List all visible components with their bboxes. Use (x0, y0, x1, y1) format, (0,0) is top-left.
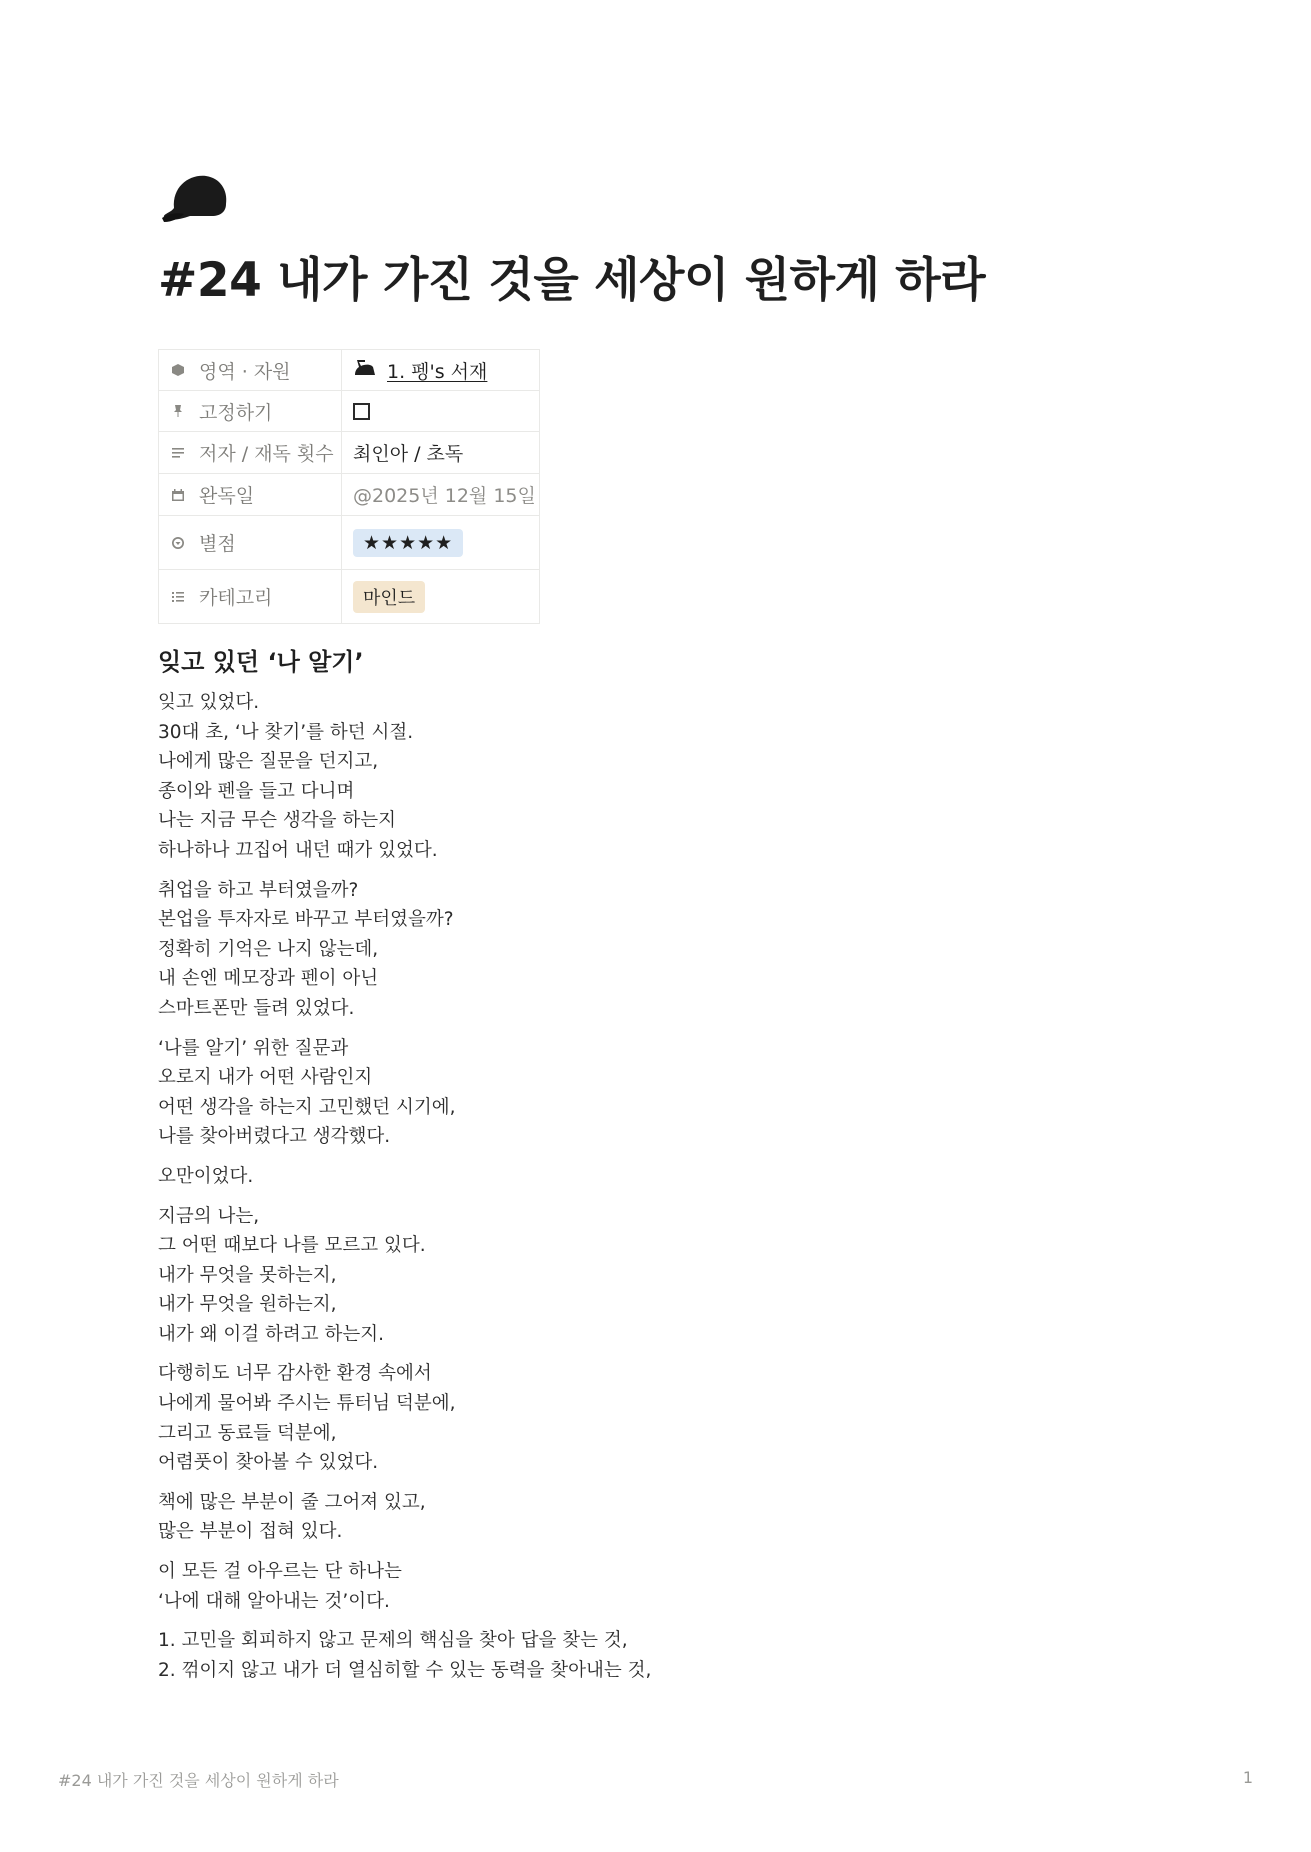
text-line: 잊고 있었다. (158, 692, 260, 713)
text-line: 내 손엔 메모장과 펜이 아닌 (158, 968, 379, 990)
text-line: 내가 왜 이걸 하려고 하는지. (158, 1323, 384, 1345)
text-line: 나를 찾아버렸다고 생각했다. (158, 1126, 391, 1148)
text-line: 그 어떤 때보다 나를 모르고 있다. (158, 1235, 426, 1257)
text-line: 어떤 생각을 하는지 고민했던 시기에, (158, 1096, 456, 1118)
text-line: 그리고 동료들 덕분에, (158, 1422, 337, 1444)
page-number: 1 (1242, 1768, 1253, 1787)
property-label: 카테고리 (199, 587, 273, 609)
calendar-icon (169, 486, 187, 504)
properties-table (158, 349, 540, 624)
paragraph (158, 1557, 858, 1616)
footer-title: #24 내가 가진 것을 세상이 원하게 하라 (58, 1771, 339, 1790)
text-line: 종이와 펜을 들고 다니며 (158, 780, 355, 802)
property-key (159, 570, 342, 623)
text-line: 내가 무엇을 못하는지, (158, 1264, 337, 1286)
text-line: 오만이었다. (158, 1165, 254, 1187)
text-line: 취업을 하고 부터였을까? (158, 879, 359, 901)
text-line: 나에게 물어봐 주시는 튜터님 덕분에, (158, 1393, 456, 1415)
property-row-area (159, 350, 539, 391)
text-line: ‘나에 대해 알아내는 것’이다. (158, 1590, 390, 1612)
property-row-date (159, 474, 539, 516)
paragraph (158, 1202, 858, 1350)
baseball-cap-icon (160, 168, 230, 230)
text-line: 어렴풋이 찾아볼 수 있었다. (158, 1452, 379, 1474)
text-line: 2. 꺾이지 않고 내가 더 열심히할 수 있는 동력을 찾아내는 것, (158, 1659, 652, 1681)
text-line: 1. 고민을 회피하지 않고 문제의 핵심을 찾아 답을 찾는 것, (158, 1630, 628, 1652)
property-label: 고정하기 (199, 401, 273, 424)
text-line: 나에게 많은 질문을 던지고, (158, 751, 379, 773)
text-line: 나는 지금 무슨 생각을 하는지 (158, 810, 396, 832)
text-line: ‘나를 알기’ 위한 질문과 (158, 1037, 349, 1059)
text-line: 스마트폰만 들려 있었다. (158, 997, 355, 1019)
page-title: #24 내가 가진 것을 세상이 원하게 하라 (158, 253, 986, 308)
paragraph (158, 876, 858, 1024)
property-row-rating (159, 516, 539, 570)
body-text (158, 688, 858, 1695)
select-icon (169, 534, 187, 552)
property-key (159, 350, 342, 390)
paragraph (158, 1034, 858, 1152)
relation-link[interactable]: 1. 펭's 서재 (387, 360, 488, 383)
category-tag[interactable]: 마인드 (353, 581, 425, 613)
section-heading: 잊고 있던 ‘나 알기’ (158, 648, 364, 676)
paragraph (158, 1162, 858, 1192)
property-value (342, 391, 539, 431)
property-key (159, 474, 342, 515)
property-label: 별점 (199, 533, 236, 555)
text-line: 하나하나 끄집어 내던 때가 있었다. (158, 839, 438, 861)
property-key (159, 432, 342, 473)
property-label: 완독일 (199, 485, 255, 507)
property-value (342, 516, 539, 569)
pin-icon (169, 402, 187, 420)
pin-checkbox[interactable] (353, 403, 370, 420)
text-line: 본업을 투자자로 바꾸고 부터였을까? (158, 909, 454, 931)
property-key (159, 391, 342, 431)
paragraph (158, 1626, 858, 1685)
property-label: 저자 / 재독 횟수 (199, 443, 334, 465)
paragraph (158, 688, 858, 866)
text-line: 30대 초, ‘나 찾기’를 하던 시절. (158, 721, 414, 743)
multiselect-icon (169, 588, 187, 606)
text-line: 책에 많은 부분이 줄 그어져 있고, (158, 1491, 426, 1513)
text-line: 이 모든 걸 아우르는 단 하나는 (158, 1561, 402, 1583)
text-line: 다행히도 너무 감사한 환경 속에서 (158, 1363, 432, 1385)
property-key (159, 516, 342, 569)
paragraph (158, 1488, 858, 1547)
property-value (342, 350, 539, 390)
relation-icon (169, 361, 187, 379)
property-label: 영역 · 자원 (199, 360, 291, 383)
property-row-category (159, 570, 539, 624)
property-row-author (159, 432, 539, 474)
text-line: 지금의 나는, (158, 1205, 260, 1227)
paragraph (158, 1359, 858, 1477)
date-value: @2025년 12월 15일 (353, 485, 536, 507)
text-line: 정확히 기억은 나지 않는데, (158, 938, 379, 960)
text-line: 오로지 내가 어떤 사람인지 (158, 1067, 373, 1089)
text-line: 내가 무엇을 원하는지, (158, 1294, 337, 1316)
text-icon (169, 444, 187, 462)
property-value: 최인아 / 초독 (353, 443, 464, 465)
property-value (342, 474, 539, 515)
text-line: 많은 부분이 접혀 있다. (158, 1521, 343, 1543)
property-value (342, 570, 539, 623)
property-row-pin (159, 391, 539, 432)
iron-icon (353, 359, 377, 382)
rating-badge[interactable]: ★★★★★ (353, 529, 463, 557)
